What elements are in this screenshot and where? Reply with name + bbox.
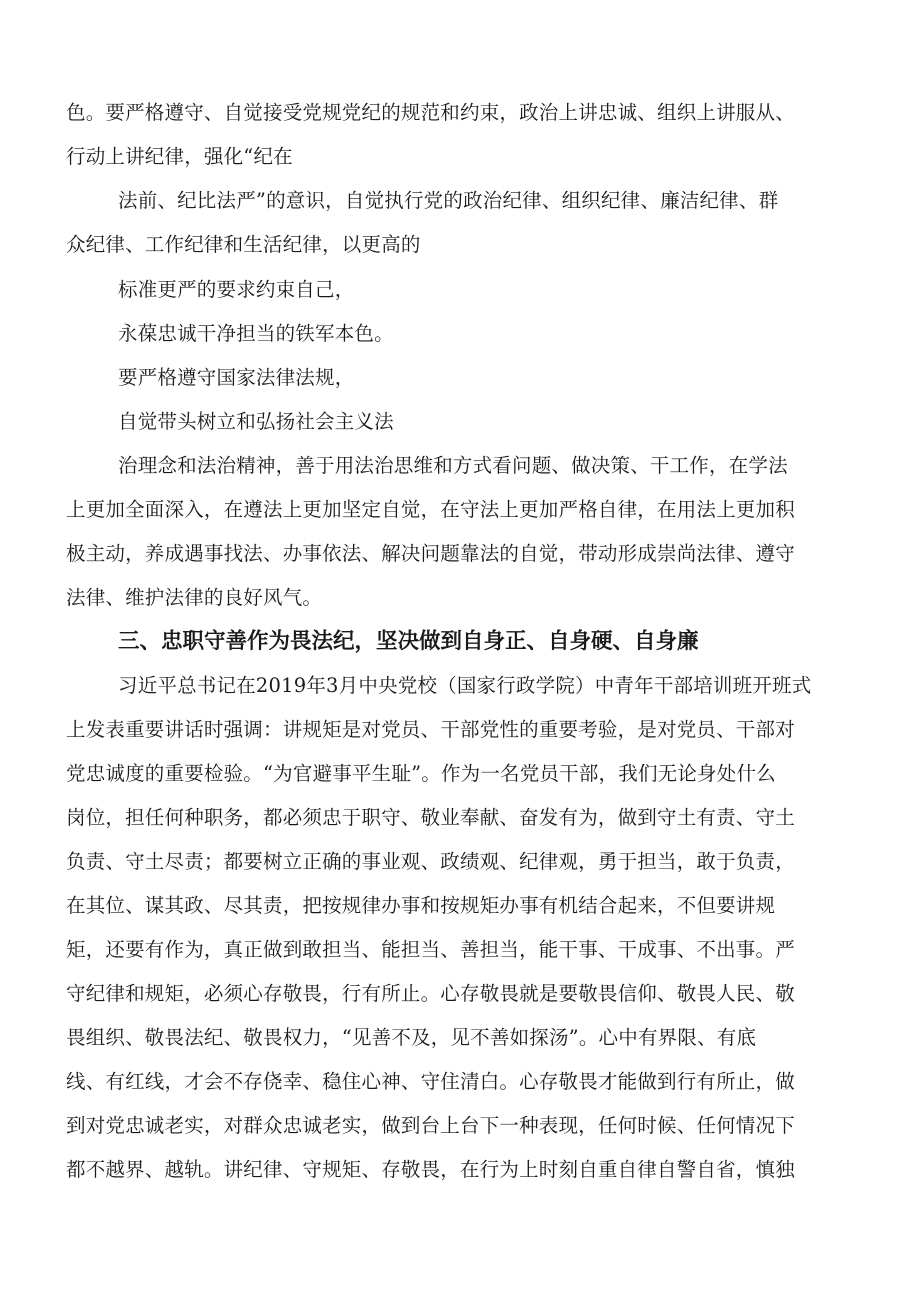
- text-line: 极主动，养成遇事找法、办事依法、解决问题靠法的自觉，带动形成崇尚法律、遵守: [66, 542, 795, 565]
- text-line: 色。要严格遵守、自觉接受党规党纪的规范和约束，政治上讲忠诚、组织上讲服从、: [66, 101, 795, 124]
- text-line: 党忠诚度的重要检验。“为官避事平生耻”。作为一名党员干部，我们无论身处什么: [66, 762, 776, 785]
- text-line: 永葆忠诚干净担当的铁军本色。: [118, 322, 394, 345]
- text-line: 负责、守土尽责；都要树立正确的事业观、政绩观、纪律观，勇于担当，敢于负责，: [66, 850, 795, 873]
- text-line: 上更加全面深入，在遵法上更加坚定自觉，在守法上更加严格自律，在用法上更加积: [66, 498, 795, 521]
- text-line: 上发表重要讲话时强调：讲规矩是对党员、干部党性的重要考验，是对党员、干部对: [66, 718, 795, 741]
- text-line: 标准更严的要求约束自己，: [118, 278, 355, 301]
- text-line: 习近平总书记在2019年3月中央党校（国家行政学院）中青年干部培训班开班式: [118, 674, 812, 697]
- text-line: 矩，还要有作为，真正做到敢担当、能担当、善担当，能干事、干成事、不出事。严: [66, 938, 795, 961]
- text-line: 要严格遵守国家法律法规，: [118, 366, 355, 389]
- text-line: 岗位，担任何种职务，都必须忠于职守、敬业奉献、奋发有为，做到守土有责、守土: [66, 806, 795, 829]
- text-line: 众纪律、工作纪律和生活纪律，以更高的: [66, 233, 421, 256]
- text-line: 畏组织、敬畏法纪、敬畏权力，“见善不及，见不善如探汤”。心中有界限、有底: [66, 1026, 757, 1049]
- text-line: 到对党忠诚老实，对群众忠诚老实，做到台上台下一种表现，任何时候、任何情况下: [66, 1114, 795, 1137]
- text-line: 自觉带头树立和弘扬社会主义法: [118, 410, 394, 433]
- text-line: 行动上讲纪律，强化“纪在: [66, 145, 293, 168]
- text-line: 法前、纪比法严”的意识，自觉执行党的政治纪律、组织纪律、廉洁纪律、群: [118, 189, 779, 212]
- text-line: 在其位、谋其政、尽其责，把按规律办事和按规矩办事有机结合起来，不但要讲规: [66, 894, 776, 917]
- text-line: 线、有红线，才会不存侥幸、稳住心神、守住清白。心存敬畏才能做到行有所止，做: [66, 1070, 795, 1093]
- section-heading: 三、忠职守善作为畏法纪，坚决做到自身正、自身硬、自身廉: [118, 629, 699, 654]
- text-line: 治理念和法治精神，善于用法治思维和方式看问题、做决策、干工作，在学法: [118, 454, 788, 477]
- text-line: 都不越界、越轨。讲纪律、守规矩、存敬畏，在行为上时刻自重自律自警自省，慎独: [66, 1158, 795, 1181]
- text-line: 守纪律和规矩，必须心存敬畏，行有所止。心存敬畏就是要敬畏信仰、敬畏人民、敬: [66, 982, 795, 1005]
- text-line: 法律、维护法律的良好风气。: [66, 586, 323, 609]
